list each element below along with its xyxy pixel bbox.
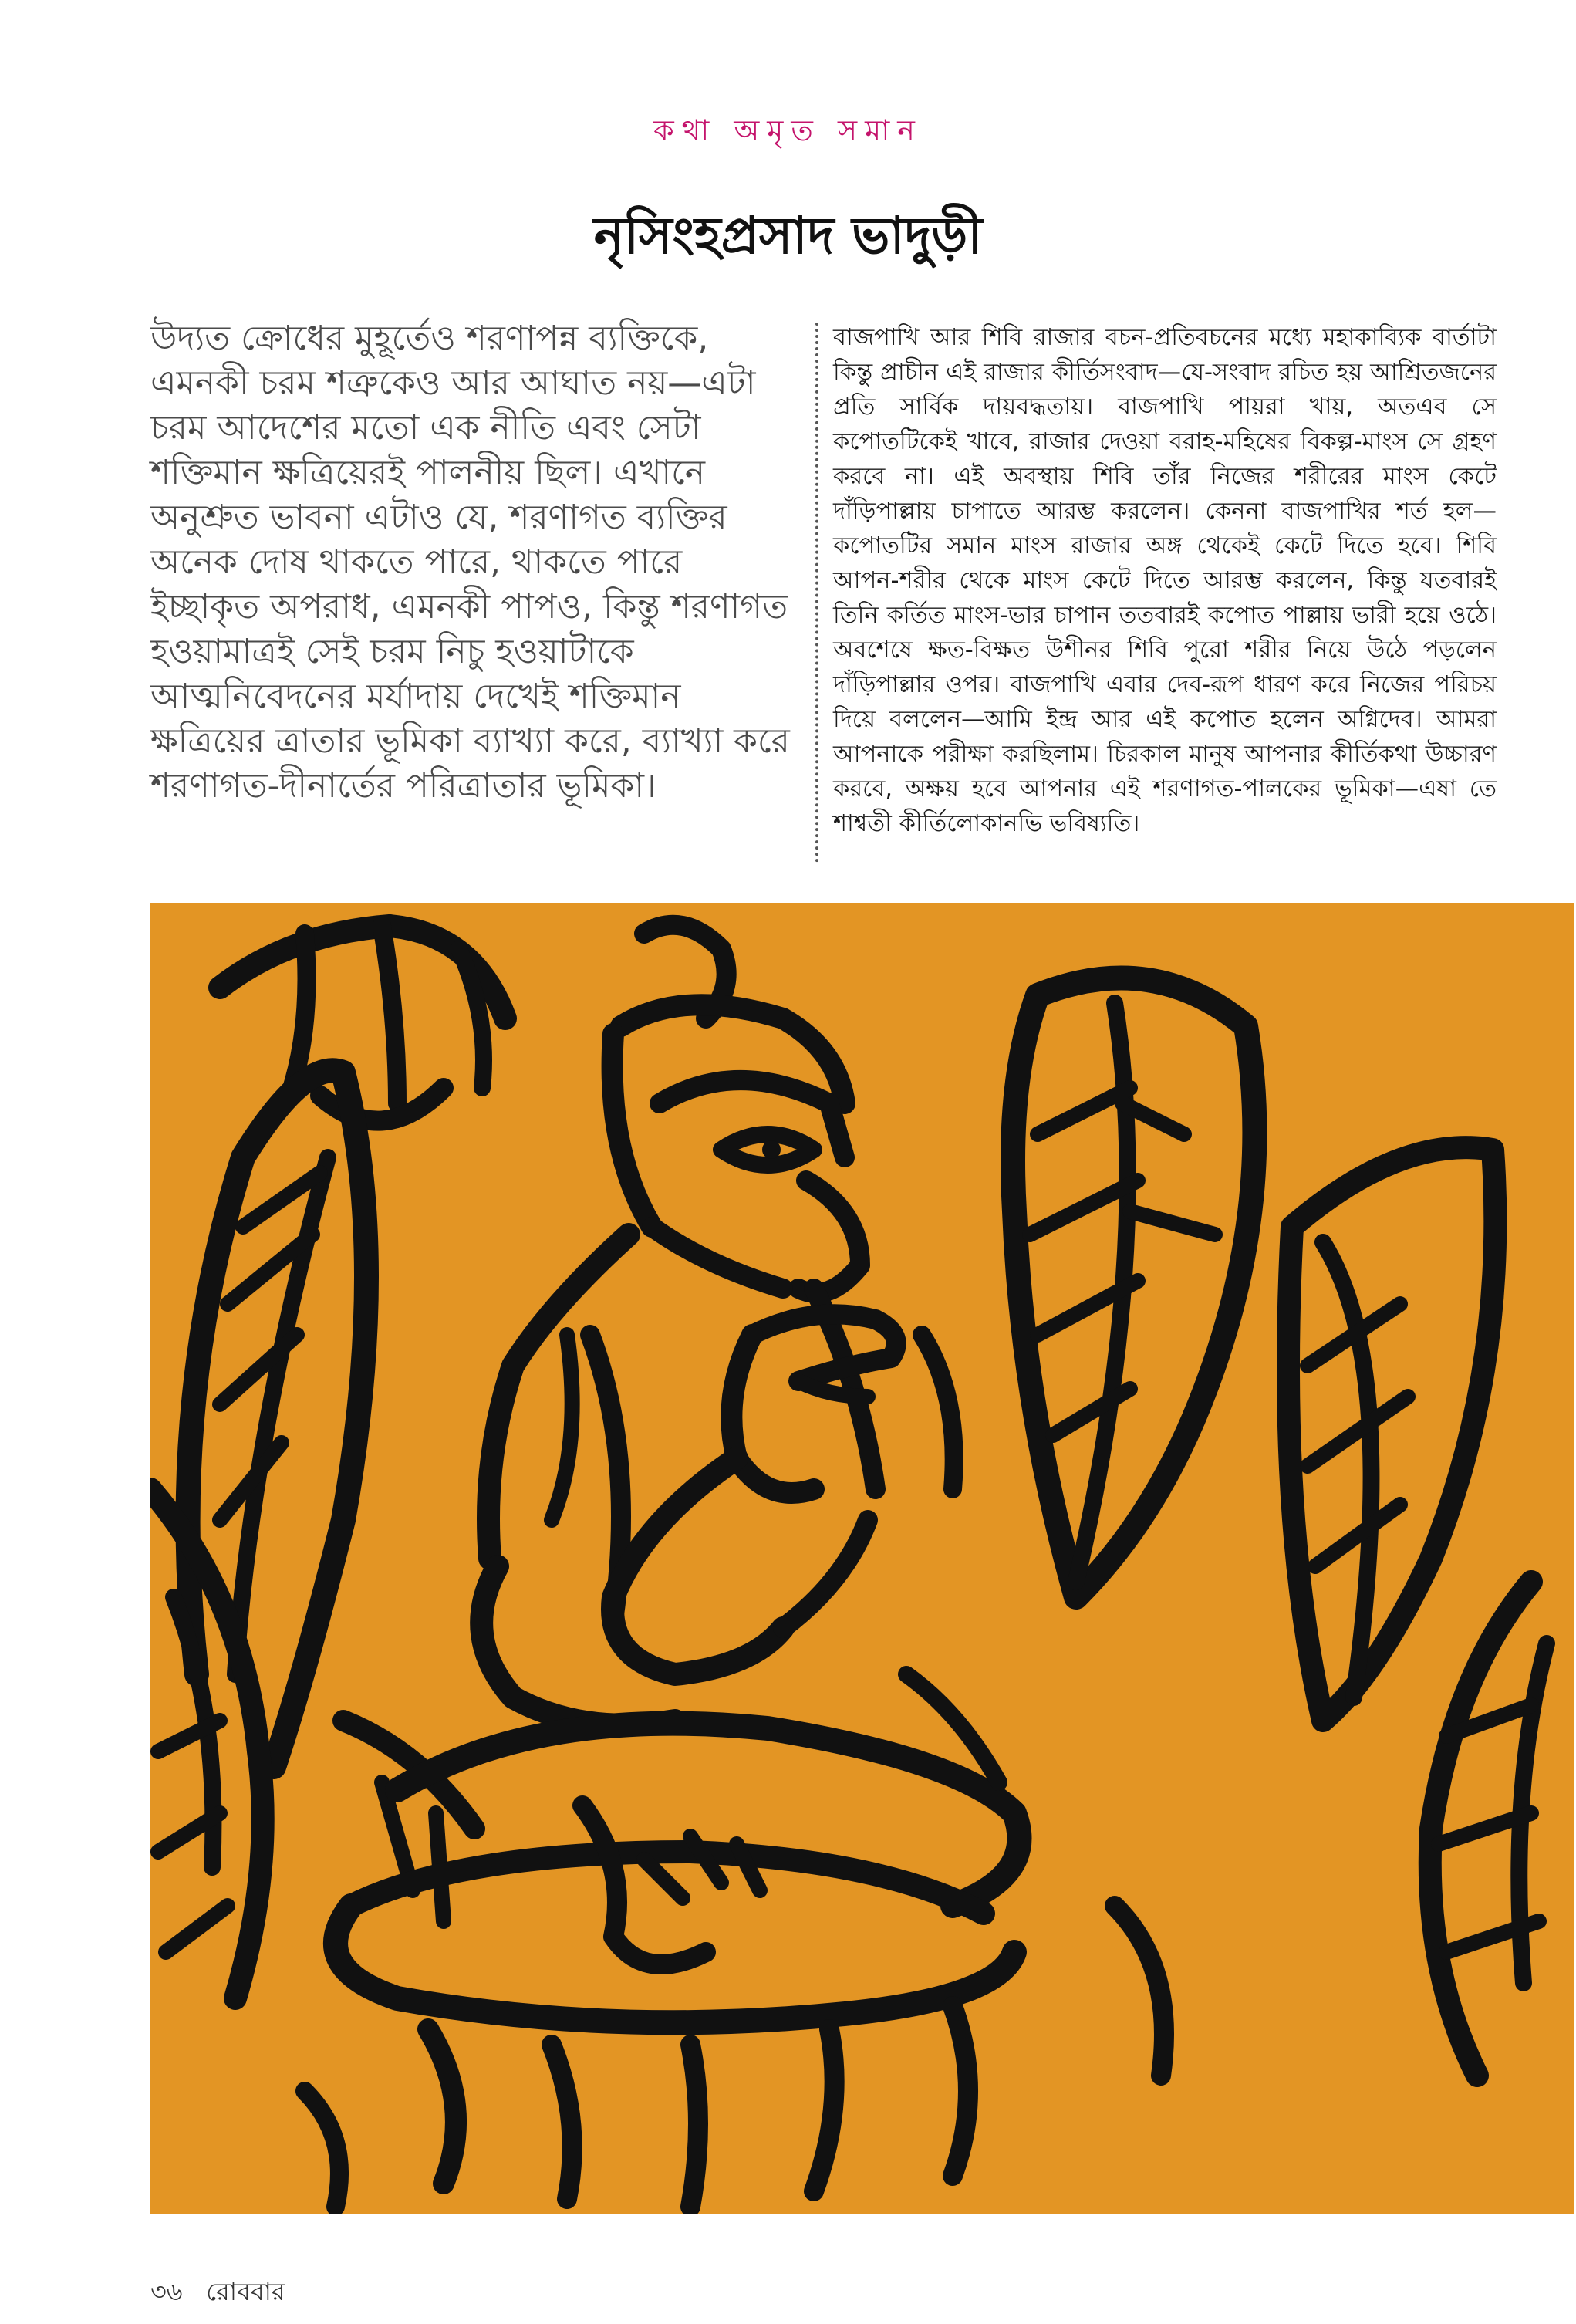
illustration — [150, 903, 1574, 2214]
column-divider — [815, 323, 818, 863]
pull-quote: উদ্যত ক্রোধের মুহূর্তেও শরণাপন্ন ব্যক্তিকে, এমনকী চরম শত্রুকেও আর আঘাত নয়—এটা চরম আদেশের মতো এক নীতি এবং সেটা শক্তিমান ক্ষত্রিয়েরই পালনীয় ছিল। এখানে অনুশ্রুত ভাবনা এটাও যে, শরণাগত ব্যক্তির অনেক দোষ থাকতে পারে, থাকতে পারে ইচ্ছাকৃত অপরাধ, এমনকী পাপও, কিন্তু শরণাগত হওয়ামাত্রই সেই চরম নিচু হওয়াটাকে আত্মনিবেদনের মর্যাদায় দেখেই শক্তিমান ক্ষত্রিয়ের ত্রাতার ভূমিকা ব্যাখ্যা করে, ব্যাখ্যা করে শরণাগত-দীনার্তের পরিত্রাতার ভূমিকা। — [150, 319, 790, 806]
publication-name: রোববার — [206, 2277, 285, 2306]
body-paragraph: বাজপাখি আর শিবি রাজার বচন-প্রতিবচনের মধ্যে মহাকাব্যিক বার্তাটা কিন্তু প্রাচীন এই রাজার কীর্তিসংবাদ—যে-সংবাদ রচিত হয় আশ্রিতজনের প্রতি সার্বিক দায়বদ্ধতায়। বাজপাখি পায়রা খায়, অতএব সে কপোতটিকেই খাবে, রাজার দেওয়া বরাহ-মহিষের বিকল্প-মাংস সে গ্রহণ করবে না। এই অবস্থায় শিবি তাঁর নিজের শরীরের মাংস কেটে দাঁড়িপাল্লায় চাপাতে আরম্ভ করলেন। কেননা বাজপাখির শর্ত হল—কপোতটির সমান মাংস রাজার অঙ্গ থেকেই কেটে দিতে হবে। শিবি আপন-শরীর থেকে মাংস কেটে দিতে আরম্ভ করলেন, কিন্তু যতবারই তিনি কর্তিত মাংস-ভার চাপান ততবারই কপোত পাল্লায় ভারী হয়ে ওঠে। অবশেষে ক্ষত-বিক্ষত উশীনর শিবি পুরো শরীর নিয়ে উঠে পড়লেন দাঁড়িপাল্লার ওপর। বাজপাখি এবার দেব-রূপ ধারণ করে নিজের পরিচয় দিয়ে বললেন—আমি ইন্দ্র আর এই কপোত হলেন অগ্নিদেব। আমরা আপনাকে পরীক্ষা করছিলাম। চিরকাল মানুষ আপনার কীর্তিকথা উচ্চারণ করবে, অক্ষয় হবে আপনার এই শরণাগত-পালকের ভূমিকা—এষা তে শাশ্বতী কীর্তিলোকানভি ভবিষ্যতি। — [833, 324, 1497, 837]
brush-drawing-seated-king — [150, 903, 1574, 2214]
page-footer — [150, 2272, 285, 2314]
author-name: নৃসিংহপ্রসাদ ভাদুড়ী — [593, 206, 983, 265]
page-number: ৩৬ — [150, 2277, 183, 2306]
section-label: কথা অমৃত সমান — [653, 113, 923, 147]
